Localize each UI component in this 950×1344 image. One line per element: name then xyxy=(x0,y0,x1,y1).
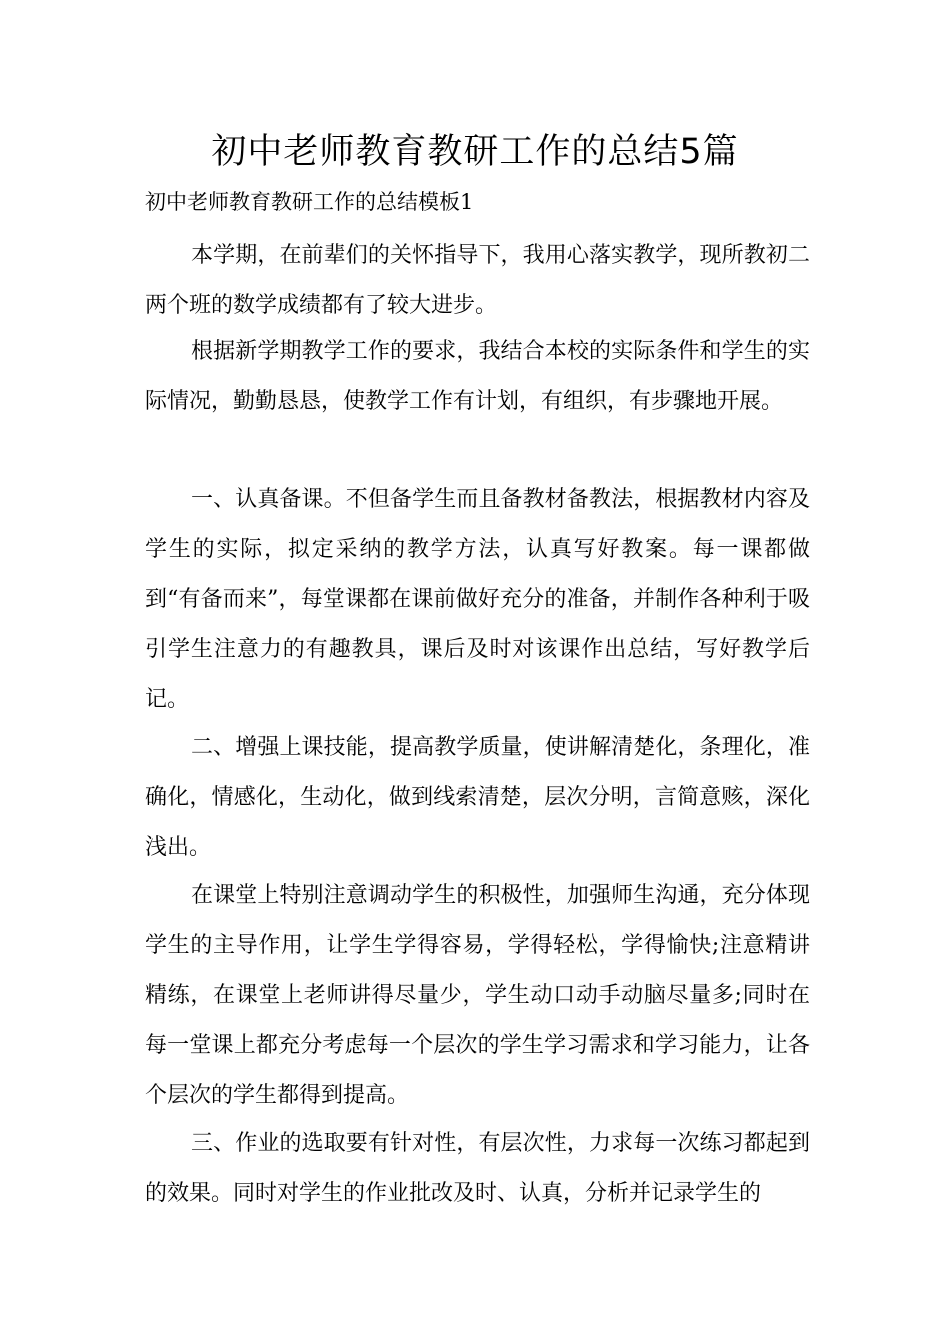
paragraph-2: 根据新学期教学工作的要求，我结合本校的实际条件和学生的实际情况，勤勤恳恳，使教学工作有计划，有组织，有步骤地开展。 xyxy=(145,339,810,414)
paragraph-3: 一、认真备课。不但备学生而且备教材备教法，根据教材内容及学生的实际，拟定采纳的教学方法，认真写好教案。每一课都做到“有备而来”，每堂课都在课前做好充分的准备，并制作各种利于吸引学生注意力的有趣教具，课后及时对该课作出总结，写好教学后记。 xyxy=(145,487,810,712)
paragraph-1: 本学期，在前辈们的关怀指导下，我用心落实教学，现所教初二两个班的数学成绩都有了较大进步。 xyxy=(145,243,810,318)
document-subtitle: 初中老师教育教研工作的总结模板1 xyxy=(145,190,474,214)
paragraph-6: 三、作业的选取要有针对性，有层次性，力求每一次练习都起到的效果。同时对学生的作业批改及时、认真，分析并记录学生的 xyxy=(145,1131,810,1206)
paragraph-5: 在课堂上特别注意调动学生的积极性，加强师生沟通，充分体现学生的主导作用，让学生学得容易，学得轻松，学得愉快;注意精讲精练，在课堂上老师讲得尽量少，学生动口动手动脑尽量多;同时在每一堂课上都充分考虑每一个层次的学生学习需求和学习能力，让各个层次的学生都得到提高。 xyxy=(145,883,810,1108)
paragraph-4: 二、增强上课技能，提高教学质量，使讲解清楚化，条理化，准确化，情感化，生动化，做到线索清楚，层次分明，言简意赅，深化浅出。 xyxy=(145,735,810,860)
document-title: 初中老师教育教研工作的总结5篇 xyxy=(211,132,739,172)
